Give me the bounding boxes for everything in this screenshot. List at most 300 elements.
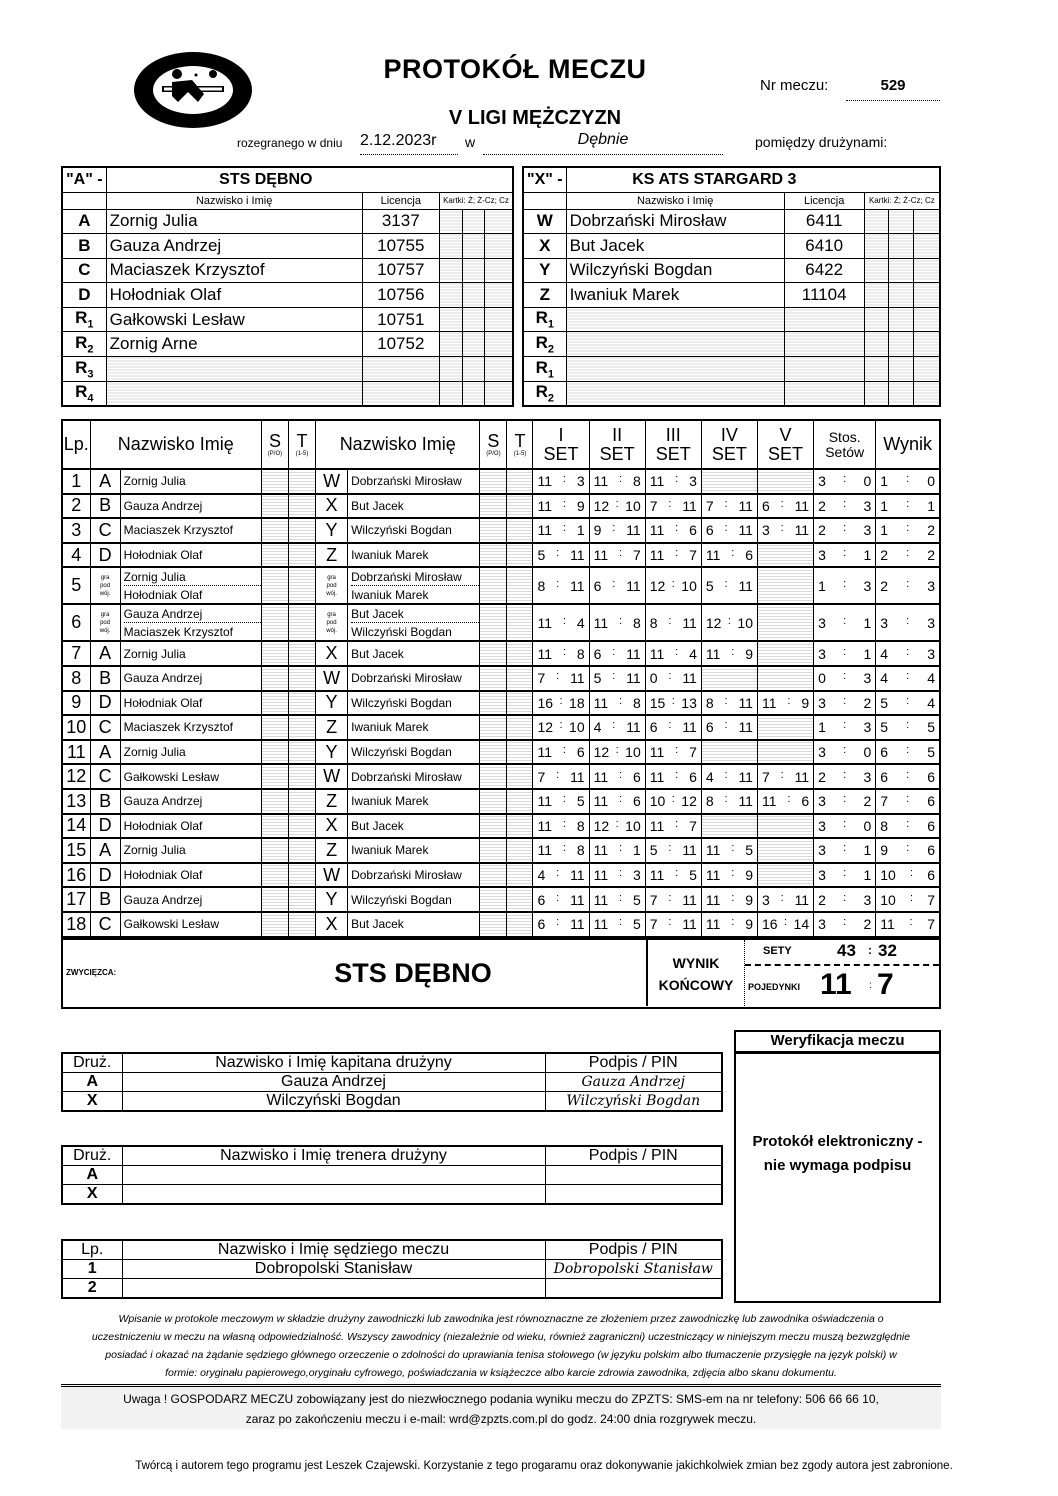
running-result: 2 : 2: [876, 543, 940, 568]
team-a-code: "A" -: [62, 167, 106, 192]
person-name: [122, 1166, 545, 1185]
set-5-score: [757, 567, 813, 604]
serve-cell-a[interactable]: [261, 789, 288, 814]
set-1-score: 4 : 11: [533, 863, 589, 888]
timeout-cell-x[interactable]: [507, 691, 533, 716]
set-2-score: 11 : 6: [589, 764, 645, 789]
timeout-cell-x[interactable]: [507, 518, 533, 543]
player-name-a: Hołodniak Olaf: [120, 543, 261, 568]
col-cards-header: Kartki: Ż; Ż-Cz; Cz: [864, 192, 940, 209]
player-license: [784, 332, 864, 357]
game-number: 5: [62, 567, 90, 604]
set-3-score: 7 : 11: [645, 887, 701, 912]
player-name-x: Dobrzański Mirosław: [348, 666, 480, 691]
card-cell[interactable]: [439, 283, 462, 308]
serve-cell-x[interactable]: [480, 887, 507, 912]
set-5-score: 11 : 6: [757, 789, 813, 814]
card-cell[interactable]: [462, 357, 485, 382]
player-name: [566, 381, 784, 406]
set-4-score: 7 : 11: [701, 494, 757, 519]
card-cell[interactable]: [462, 234, 485, 259]
signature: Dobropolski Stanisław: [545, 1260, 722, 1279]
game-number: 6: [62, 604, 90, 641]
person-name: Dobropolski Stanisław: [122, 1260, 545, 1279]
serve-cell-x[interactable]: [480, 543, 507, 568]
card-cell[interactable]: [485, 234, 513, 259]
player-name-x: Iwaniuk Marek: [348, 838, 480, 863]
set-ratio: 1 : 3: [814, 715, 876, 740]
serve-cell-x[interactable]: [480, 764, 507, 789]
col-x-name-header: Nazwisko Imię: [316, 420, 480, 469]
player-license: [784, 307, 864, 332]
card-cell[interactable]: [913, 209, 940, 234]
player-code: $R_1$: [523, 357, 566, 382]
card-cell[interactable]: [864, 332, 888, 357]
game-row: [62, 912, 940, 937]
card-cell[interactable]: [864, 381, 888, 406]
timeout-cell-a[interactable]: [288, 666, 315, 691]
timeout-cell-x[interactable]: [507, 887, 533, 912]
player-name-a: Maciaszek Krzysztof: [120, 715, 261, 740]
player-license: [784, 381, 864, 406]
set-5-score: [757, 715, 813, 740]
card-cell[interactable]: [888, 234, 913, 259]
player-name: Maciaszek Krzysztof: [106, 258, 362, 283]
card-cell[interactable]: [888, 357, 913, 382]
timeout-cell-a[interactable]: [288, 543, 315, 568]
timeout-cell-x[interactable]: [507, 567, 533, 604]
page-title: PROTOKÓŁ MECZU: [383, 54, 647, 84]
sets-label: SETY: [763, 945, 792, 957]
card-cell[interactable]: [485, 357, 513, 382]
card-cell[interactable]: [913, 357, 940, 382]
col-license-header: Licencja: [362, 192, 439, 209]
timeout-cell-x[interactable]: [507, 715, 533, 740]
set-2-score: 11 : 5: [589, 887, 645, 912]
col-a-name-header: Nazwisko Imię: [90, 420, 261, 469]
set-2-score: 11 : 3: [589, 863, 645, 888]
player-name: [566, 332, 784, 357]
set-5-score: [757, 543, 813, 568]
timeout-cell-a[interactable]: [288, 887, 315, 912]
player-name: [566, 357, 784, 382]
player-license: 10755: [362, 234, 439, 259]
card-cell[interactable]: [864, 283, 888, 308]
player-code-a: A: [90, 838, 120, 863]
row-code: 2: [62, 1279, 122, 1299]
game-number: 9: [62, 691, 90, 716]
game-row: [62, 789, 940, 814]
set-4-score: 11 : 9: [701, 863, 757, 888]
set-4-score: 11 : 5: [701, 838, 757, 863]
set-1-score: 8 : 11: [533, 567, 589, 604]
timeout-cell-a[interactable]: [288, 764, 315, 789]
player-code-x: W: [316, 469, 348, 494]
game-row: [62, 715, 940, 740]
doubles-pair-x: Dobrzański Mirosław Iwaniuk Marek: [348, 567, 480, 604]
set-5-score: 7 : 11: [757, 764, 813, 789]
set-1-score: 11 : 5: [533, 789, 589, 814]
signature: [545, 1166, 722, 1185]
timeout-cell-a[interactable]: [288, 494, 315, 519]
roster-row: [523, 357, 940, 382]
row-code: 1: [62, 1260, 122, 1279]
player-name-a: Zornig Julia: [120, 740, 261, 765]
player-license: 10751: [362, 307, 439, 332]
col-x-t-header: T (1-5): [507, 420, 533, 469]
card-cell[interactable]: [913, 234, 940, 259]
player-name-a: Zornig Julia: [120, 641, 261, 666]
serve-cell-a[interactable]: [261, 691, 288, 716]
running-result: 4 : 4: [876, 666, 940, 691]
set-4-score: 11 : 9: [701, 641, 757, 666]
player-code-x: Y: [316, 740, 348, 765]
card-cell[interactable]: [888, 332, 913, 357]
set-1-score: 11 : 8: [533, 814, 589, 839]
player-name: But Jacek: [566, 234, 784, 259]
referees-table: Lp. Nazwisko i Imię sędziego meczu Podpis / PIN 1 Dobropolski Stanisław Dobropolski Stanisław 2: [61, 1239, 723, 1299]
player-name: Zornig Julia: [106, 209, 362, 234]
serve-cell-x[interactable]: [480, 863, 507, 888]
card-cell[interactable]: [888, 209, 913, 234]
serve-cell-a[interactable]: [261, 469, 288, 494]
set-2-score: 11 : 5: [589, 912, 645, 937]
game-number: 14: [62, 814, 90, 839]
card-cell[interactable]: [439, 209, 462, 234]
timeout-cell-a[interactable]: [288, 912, 315, 937]
timeout-cell-x[interactable]: [507, 789, 533, 814]
card-cell[interactable]: [485, 307, 513, 332]
serve-cell-x[interactable]: [480, 641, 507, 666]
set-5-score: 3 : 11: [757, 887, 813, 912]
card-cell[interactable]: [439, 357, 462, 382]
player-code-x: Z: [316, 715, 348, 740]
serve-cell-a[interactable]: [261, 666, 288, 691]
set-4-score: 5 : 11: [701, 567, 757, 604]
set-2-score: 9 : 11: [589, 518, 645, 543]
set-2-score: 6 : 11: [589, 641, 645, 666]
col-a-t-header: T (1-5): [288, 420, 315, 469]
timeout-cell-x[interactable]: [507, 666, 533, 691]
card-cell[interactable]: [888, 258, 913, 283]
card-cell[interactable]: [913, 283, 940, 308]
set-ratio: 3 : 1: [814, 604, 876, 641]
team-x-name: KS ATS STARGARD 3: [566, 167, 940, 192]
card-cell[interactable]: [864, 258, 888, 283]
player-license: 10756: [362, 283, 439, 308]
card-cell[interactable]: [913, 332, 940, 357]
roster-row: [523, 209, 940, 234]
running-result: 5 : 4: [876, 691, 940, 716]
set-3-score: 7 : 11: [645, 912, 701, 937]
doubles-label: gra pod wój.: [90, 567, 120, 604]
col-lp-header: Lp.: [62, 420, 90, 469]
roster-row: [523, 381, 940, 406]
serve-cell-x[interactable]: [480, 838, 507, 863]
card-cell[interactable]: [485, 332, 513, 357]
serve-cell-a[interactable]: [261, 863, 288, 888]
table-tennis-logo-icon: [132, 50, 254, 130]
doubles-label: gra pod wój.: [316, 604, 348, 641]
player-license: 11104: [784, 283, 864, 308]
signature: [545, 1279, 722, 1299]
col-name-header: Nazwisko i Imię: [106, 192, 362, 209]
set-2-score: 12 : 10: [589, 494, 645, 519]
set-4-score: [701, 814, 757, 839]
set-4-score: 12 : 10: [701, 604, 757, 641]
set-3-score: 7 : 11: [645, 494, 701, 519]
set-5-score: [757, 604, 813, 641]
game-row: [62, 469, 940, 494]
card-cell[interactable]: [888, 381, 913, 406]
card-cell[interactable]: [864, 209, 888, 234]
set-3-score: 5 : 11: [645, 838, 701, 863]
timeout-cell-a[interactable]: [288, 740, 315, 765]
serve-cell-a[interactable]: [261, 518, 288, 543]
serve-cell-a[interactable]: [261, 543, 288, 568]
set-1-score: 6 : 11: [533, 887, 589, 912]
serve-cell-x[interactable]: [480, 912, 507, 937]
player-name-a: Gałkowski Lesław: [120, 912, 261, 937]
col-set-1-header: I SET: [533, 420, 589, 469]
card-cell[interactable]: [888, 307, 913, 332]
col-name-header: Nazwisko i Imię: [566, 192, 784, 209]
timeout-cell-a[interactable]: [288, 469, 315, 494]
roster-row: [523, 332, 940, 357]
serve-cell-a[interactable]: [261, 814, 288, 839]
timeout-cell-x[interactable]: [507, 814, 533, 839]
game-row: [62, 666, 940, 691]
captains-row: [62, 1092, 722, 1112]
coaches-row: [62, 1166, 722, 1185]
game-row: [62, 814, 940, 839]
running-result: 4 : 3: [876, 641, 940, 666]
team-x-roster: [522, 166, 941, 407]
team-a-name: STS DĘBNO: [106, 167, 513, 192]
set-2-score: 12 : 10: [589, 814, 645, 839]
player-code-a: B: [90, 494, 120, 519]
col-set-4-header: IV SET: [701, 420, 757, 469]
coaches-row: [62, 1185, 722, 1205]
player-code-a: C: [90, 518, 120, 543]
card-cell[interactable]: [462, 258, 485, 283]
person-name: Gauza Andrzej: [122, 1073, 545, 1092]
doubles-label: gra pod wój.: [316, 567, 348, 604]
player-code: $R_2$: [523, 381, 566, 406]
timeout-cell-a[interactable]: [288, 567, 315, 604]
timeout-cell-x[interactable]: [507, 604, 533, 641]
timeout-cell-a[interactable]: [288, 641, 315, 666]
serve-cell-x[interactable]: [480, 691, 507, 716]
player-code-a: A: [90, 740, 120, 765]
serve-cell-a[interactable]: [261, 838, 288, 863]
running-result: 5 : 5: [876, 715, 940, 740]
set-ratio: 3 : 1: [814, 838, 876, 863]
set-1-score: 11 : 9: [533, 494, 589, 519]
timeout-cell-a[interactable]: [288, 715, 315, 740]
serve-cell-a[interactable]: [261, 887, 288, 912]
running-result: 10 : 6: [876, 863, 940, 888]
timeout-cell-x[interactable]: [507, 543, 533, 568]
player-name-a: Gałkowski Lesław: [120, 764, 261, 789]
timeout-cell-x[interactable]: [507, 838, 533, 863]
card-cell[interactable]: [485, 381, 513, 406]
match-number-label: Nr meczu:: [760, 77, 829, 94]
card-cell[interactable]: [462, 381, 485, 406]
player-name-x: Dobrzański Mirosław: [348, 764, 480, 789]
timeout-cell-x[interactable]: [507, 912, 533, 937]
set-2-score: 5 : 11: [589, 666, 645, 691]
set-1-score: 6 : 11: [533, 912, 589, 937]
card-cell[interactable]: [913, 307, 940, 332]
card-cell[interactable]: [864, 307, 888, 332]
col-set-ratio-header: Stos. Setów: [814, 420, 876, 469]
set-2-score: 11 : 7: [589, 543, 645, 568]
timeout-cell-a[interactable]: [288, 604, 315, 641]
doubles-pair-x: But Jacek Wilczyński Bogdan: [348, 604, 480, 641]
player-code-a: C: [90, 912, 120, 937]
set-ratio: 1 : 3: [814, 567, 876, 604]
card-cell[interactable]: [888, 283, 913, 308]
player-code: W: [523, 209, 566, 234]
player-name-x: Wilczyński Bogdan: [348, 691, 480, 716]
set-2-score: 4 : 11: [589, 715, 645, 740]
roster-row: [62, 234, 513, 259]
timeout-cell-a[interactable]: [288, 691, 315, 716]
card-cell[interactable]: [439, 381, 462, 406]
player-code: Z: [523, 283, 566, 308]
set-4-score: [701, 469, 757, 494]
set-1-score: 11 : 6: [533, 740, 589, 765]
set-5-score: [757, 666, 813, 691]
card-cell[interactable]: [439, 307, 462, 332]
serve-cell-x[interactable]: [480, 567, 507, 604]
player-name-x: But Jacek: [348, 814, 480, 839]
player-code-a: D: [90, 543, 120, 568]
set-4-score: 11 : 6: [701, 543, 757, 568]
serve-cell-a[interactable]: [261, 604, 288, 641]
running-result: 6 : 5: [876, 740, 940, 765]
author-footer: Twórcą i autorem tego programu jest Leszek Czajewski. Korzystanie z tego progaramu oraz dokonywanie jakichkolwiek zmian bez zgody autora jest zabronione.: [135, 1460, 953, 1472]
set-3-score: 11 : 7: [645, 814, 701, 839]
set-1-score: 7 : 11: [533, 764, 589, 789]
timeout-cell-a[interactable]: [288, 863, 315, 888]
serve-cell-x[interactable]: [480, 715, 507, 740]
set-3-score: 11 : 7: [645, 740, 701, 765]
games-table: [61, 419, 941, 938]
winner-team: STS DĘBNO: [334, 958, 492, 988]
card-cell[interactable]: [913, 258, 940, 283]
timeout-cell-x[interactable]: [507, 494, 533, 519]
game-number: 13: [62, 789, 90, 814]
set-3-score: 11 : 6: [645, 764, 701, 789]
card-cell[interactable]: [439, 258, 462, 283]
timeout-cell-x[interactable]: [507, 740, 533, 765]
final-result-row: [61, 938, 941, 1009]
set-5-score: [757, 814, 813, 839]
serve-cell-x[interactable]: [480, 604, 507, 641]
running-result: 11 : 7: [876, 912, 940, 937]
serve-cell-a[interactable]: [261, 740, 288, 765]
set-3-score: 11 : 5: [645, 863, 701, 888]
serve-cell-x[interactable]: [480, 740, 507, 765]
card-cell[interactable]: [462, 209, 485, 234]
player-name-x: Iwaniuk Marek: [348, 543, 480, 568]
serve-cell-x[interactable]: [480, 789, 507, 814]
serve-cell-x[interactable]: [480, 494, 507, 519]
sets-total-x: 32: [878, 941, 897, 960]
player-license: 3137: [362, 209, 439, 234]
team-a-roster: [61, 166, 514, 407]
serve-cell-a[interactable]: [261, 912, 288, 937]
player-name-x: Iwaniuk Marek: [348, 715, 480, 740]
game-number: 16: [62, 863, 90, 888]
federation-logo: [132, 50, 254, 130]
player-name-a: Hołodniak Olaf: [120, 814, 261, 839]
timeout-cell-x[interactable]: [507, 863, 533, 888]
card-cell[interactable]: [864, 234, 888, 259]
player-name-a: Gauza Andrzej: [120, 789, 261, 814]
serve-cell-a[interactable]: [261, 494, 288, 519]
game-number: 4: [62, 543, 90, 568]
card-cell[interactable]: [439, 234, 462, 259]
serve-cell-a[interactable]: [261, 764, 288, 789]
player-code-x: Z: [316, 543, 348, 568]
doubles-pair-a: Zornig Julia Hołodniak Olaf: [120, 567, 261, 604]
serve-cell-x[interactable]: [480, 666, 507, 691]
set-5-score: 6 : 11: [757, 494, 813, 519]
timeout-cell-a[interactable]: [288, 814, 315, 839]
card-cell[interactable]: [913, 381, 940, 406]
card-cell[interactable]: [462, 307, 485, 332]
serve-cell-x[interactable]: [480, 469, 507, 494]
timeout-cell-a[interactable]: [288, 838, 315, 863]
card-cell[interactable]: [485, 283, 513, 308]
timeout-cell-x[interactable]: [507, 764, 533, 789]
timeout-cell-x[interactable]: [507, 641, 533, 666]
serve-cell-a[interactable]: [261, 567, 288, 604]
game-number: 1: [62, 469, 90, 494]
roster-row: [523, 307, 940, 332]
col-license-header: Licencja: [784, 192, 864, 209]
timeout-cell-a[interactable]: [288, 789, 315, 814]
player-license: 6410: [784, 234, 864, 259]
serve-cell-a[interactable]: [261, 641, 288, 666]
person-name: [122, 1279, 545, 1299]
player-code-a: B: [90, 789, 120, 814]
timeout-cell-x[interactable]: [507, 469, 533, 494]
timeout-cell-a[interactable]: [288, 518, 315, 543]
verification-note: Protokół elektroniczny - nie wymaga podpisu: [752, 1133, 923, 1174]
card-cell[interactable]: [439, 332, 462, 357]
card-cell[interactable]: [462, 283, 485, 308]
serve-cell-a[interactable]: [261, 715, 288, 740]
set-4-score: 4 : 11: [701, 764, 757, 789]
player-name-x: But Jacek: [348, 912, 480, 937]
played-on-label: rozegranego w dniu: [237, 136, 343, 150]
card-cell[interactable]: [864, 357, 888, 382]
card-cell[interactable]: [485, 258, 513, 283]
set-2-score: 11 : 8: [589, 469, 645, 494]
card-cell[interactable]: [485, 209, 513, 234]
player-code-x: W: [316, 666, 348, 691]
roster-row: [62, 307, 513, 332]
serve-cell-x[interactable]: [480, 814, 507, 839]
player-code-x: Y: [316, 691, 348, 716]
card-cell[interactable]: [462, 332, 485, 357]
serve-cell-x[interactable]: [480, 518, 507, 543]
running-result: 9 : 6: [876, 838, 940, 863]
